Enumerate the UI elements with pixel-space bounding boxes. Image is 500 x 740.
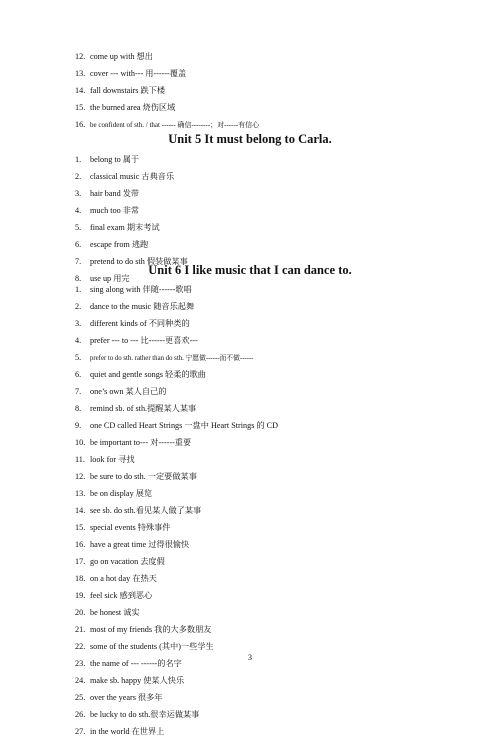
item-text: belong to 属于 (90, 155, 140, 164)
item-text: the burned area 烧伤区域 (90, 103, 176, 112)
item-text: have a great time 过得很愉快 (90, 540, 190, 549)
item-text: be sure to do sth. 一定要做某事 (90, 472, 197, 481)
item-number: 11. (75, 455, 85, 464)
item-number: 21. (75, 625, 86, 634)
item-text: most of my friends 我的大多数朋友 (90, 625, 212, 634)
item-number: 24. (75, 676, 86, 685)
item-text: one’s own 某人自己的 (90, 387, 167, 396)
list-item (75, 281, 278, 298)
item-number: 14. (75, 86, 86, 95)
item-number: 8. (75, 274, 82, 283)
item-number: 14. (75, 506, 86, 515)
list-item (75, 236, 188, 253)
list-item (75, 315, 278, 332)
list-item (75, 298, 278, 315)
unit6-heading: Unit 6 I like music that I can dance to. (148, 263, 352, 277)
item-text: be on display 展览 (90, 489, 153, 498)
item-number: 13. (75, 69, 86, 78)
list-item (75, 48, 259, 65)
item-text: some of the students (其中)一些学生 (90, 642, 214, 651)
item-text: look for 寻找 (90, 455, 135, 464)
item-number: 6. (75, 240, 82, 249)
item-text: dance to the music 随音乐起舞 (90, 302, 195, 311)
item-number: 17. (75, 557, 86, 566)
list-item (75, 723, 278, 740)
item-text: cover --- with--- 用------覆盖 (90, 69, 187, 78)
item-text: make sb. happy 使某人快乐 (90, 676, 185, 685)
item-text: remind sb. of sth.提醒某人某事 (90, 404, 197, 413)
item-text: in the world 在世界上 (90, 727, 165, 736)
item-number: 12. (75, 52, 86, 61)
list-item (75, 519, 278, 536)
item-text: be honest 诚实 (90, 608, 140, 617)
list-item (75, 366, 278, 383)
list-item (75, 468, 278, 485)
list-item (75, 185, 188, 202)
item-number: 15. (75, 103, 86, 112)
item-text: go on vacation 去度假 (90, 557, 165, 566)
item-number: 15. (75, 523, 86, 532)
item-number: 2. (75, 172, 82, 181)
item-text: one CD called Heart Strings 一盘中 Heart Strings 的 CD (90, 421, 279, 430)
item-number: 9. (75, 421, 82, 430)
list-item (75, 65, 259, 82)
list-item (75, 383, 278, 400)
unit5-heading: Unit 5 It must belong to Carla. (168, 132, 332, 146)
list-item (75, 400, 278, 417)
item-text: final exam 期末考试 (90, 223, 160, 232)
item-text: prefer to do sth. rather than do sth. 宁愿做------而不做------ (90, 355, 254, 362)
item-number: 7. (75, 257, 82, 266)
page-number: 3 (248, 653, 252, 662)
item-number: 3. (75, 189, 82, 198)
item-number: 1. (75, 285, 82, 294)
item-text: fall downstairs 跌下楼 (90, 86, 166, 95)
list-item (75, 99, 259, 116)
item-text: be lucky to do sth.很幸运做某事 (90, 710, 200, 719)
item-text: pretend to do sth 假装做某事 (90, 257, 188, 266)
list-item (75, 417, 278, 434)
phrase-list-continued (75, 48, 259, 133)
item-number: 26. (75, 710, 86, 719)
item-number: 13. (75, 489, 86, 498)
list-item (75, 502, 278, 519)
list-item (75, 553, 278, 570)
list-item (75, 689, 278, 706)
list-item (75, 536, 278, 553)
item-number: 18. (75, 574, 86, 583)
item-text: classical music 古典音乐 (90, 172, 175, 181)
item-number: 4. (75, 206, 82, 215)
item-text: escape from 逃跑 (90, 240, 149, 249)
unit6-phrase-list (75, 281, 278, 740)
item-number: 23. (75, 659, 86, 668)
item-number: 10. (75, 438, 86, 447)
list-item (75, 434, 278, 451)
list-item (75, 82, 259, 99)
item-text: come up with 想出 (90, 52, 153, 61)
item-text: be confident of sth. / that ------ 确信--------；对------有信心 (90, 121, 260, 129)
item-text: feel sick 感到恶心 (90, 591, 153, 600)
list-item (75, 151, 188, 168)
item-number: 6. (75, 370, 82, 379)
item-number: 27. (75, 727, 86, 736)
item-number: 22. (75, 642, 86, 651)
item-number: 7. (75, 387, 82, 396)
item-number: 5. (75, 223, 82, 232)
item-text: be important to--- 对------重要 (90, 438, 192, 447)
list-item (75, 349, 278, 366)
item-text: quiet and gentle songs 轻柔的歌曲 (90, 370, 206, 379)
item-number: 8. (75, 404, 82, 413)
list-item (75, 570, 278, 587)
item-number: 1. (75, 155, 82, 164)
item-text: different kinds of 不同种类的 (90, 319, 190, 328)
list-item (75, 672, 278, 689)
list-item (75, 219, 188, 236)
item-text: on a hot day 在热天 (90, 574, 157, 583)
item-number: 20. (75, 608, 86, 617)
item-number: 12. (75, 472, 86, 481)
item-number: 19. (75, 591, 86, 600)
item-number: 4. (75, 336, 82, 345)
item-number: 25. (75, 693, 86, 702)
item-text: special events 特殊事件 (90, 523, 171, 532)
item-text: sing along with 伴随------歌唱 (90, 285, 192, 294)
item-text: much too 非常 (90, 206, 140, 215)
item-number: 16. (75, 120, 86, 129)
item-text: see sb. do sth.看见某人做了某事 (90, 506, 202, 515)
list-item (75, 168, 188, 185)
item-text: the name of --- ------的名字 (90, 659, 182, 668)
list-item (75, 202, 188, 219)
list-item (75, 485, 278, 502)
list-item (75, 621, 278, 638)
item-text: use up 用完 (90, 274, 130, 283)
item-number: 2. (75, 302, 82, 311)
list-item (75, 587, 278, 604)
item-number: 5. (75, 353, 82, 362)
item-number: 3. (75, 319, 82, 328)
list-item (75, 332, 278, 349)
item-number: 16. (75, 540, 86, 549)
item-text: over the years 很多年 (90, 693, 163, 702)
item-text: prefer --- to --- 比------更喜欢--- (90, 336, 198, 345)
list-item (75, 604, 278, 621)
item-text: hair band 发带 (90, 189, 140, 198)
list-item (75, 451, 278, 468)
list-item (75, 706, 278, 723)
